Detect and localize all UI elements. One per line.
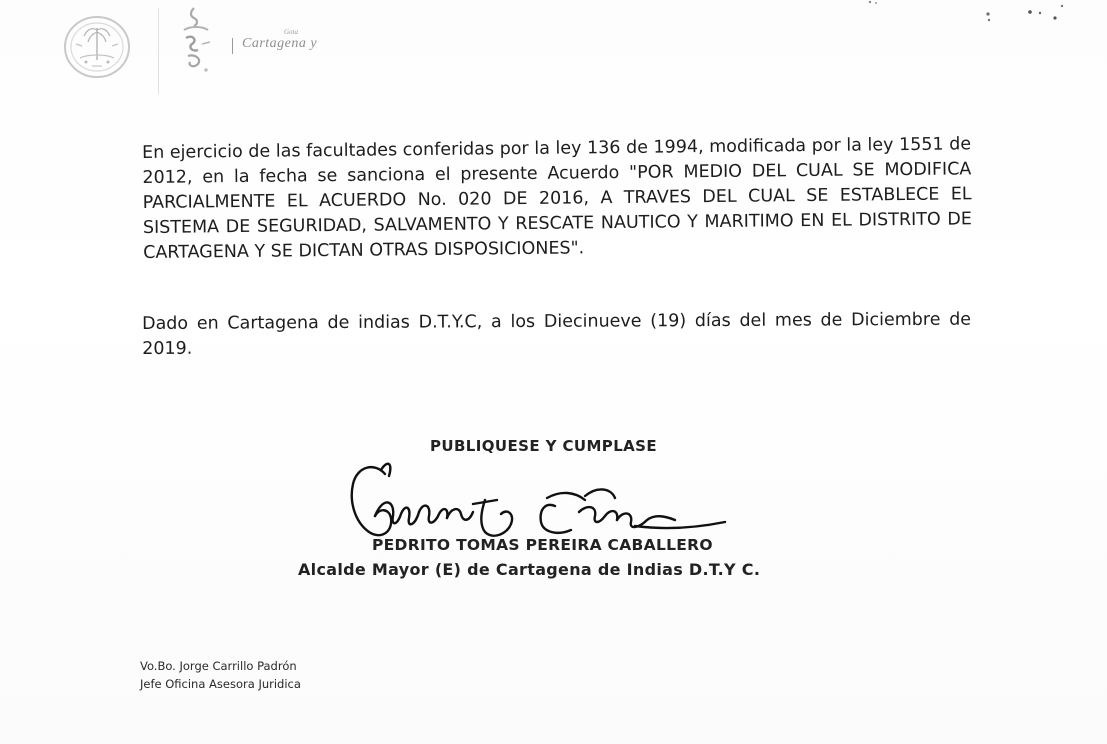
signer-title: Alcalde Mayor (E) de Cartagena de Indias D.T.Y C. xyxy=(298,560,761,579)
signer-name: PEDRITO TOMAS PEREIRA CABALLERO xyxy=(372,536,713,554)
approval-line-1: Vo.Bo. Jorge Carrillo Padrón xyxy=(140,659,297,673)
brand-name: Cartagena y xyxy=(242,36,318,51)
sanction-paragraph: En ejercicio de las facultades conferidas por la ley 136 de 1994, modificada por la ley 1551 de 2012, en la fecha se sanciona el presente Acuerdo "POR MEDIO DEL CUAL SE MODIFICA PARCIALMENTE EL ACUERDO No. 020 DE 2016, A TRAVES DEL CUAL SE ESTABLECE EL SISTEMA DE SEGURIDAD, SALVAMENTO Y RESCATE NAUTICO Y MARITIMO EN EL DISTRITO DE CARTAGENA Y SE DICTAN OTRAS DISPOSICIONES". xyxy=(142,134,972,263)
publish-heading: PUBLIQUESE Y CUMPLASE xyxy=(430,437,658,455)
date-paragraph: Dado en Cartagena de indias D.T.Y.C, a los Diecinueve (19) días del mes de Diciembre de 2019. xyxy=(142,309,972,359)
header-divider xyxy=(158,8,159,94)
city-emblem-icon xyxy=(176,4,222,76)
approval-note xyxy=(140,657,301,693)
approval-line-2: Jefe Oficina Asesora Juridica xyxy=(140,677,301,691)
scan-specks xyxy=(840,0,1107,30)
city-brand xyxy=(232,28,372,58)
city-seal-icon xyxy=(62,14,132,80)
brand-small-text: Gota xyxy=(284,28,298,36)
brand-separator xyxy=(232,38,233,54)
